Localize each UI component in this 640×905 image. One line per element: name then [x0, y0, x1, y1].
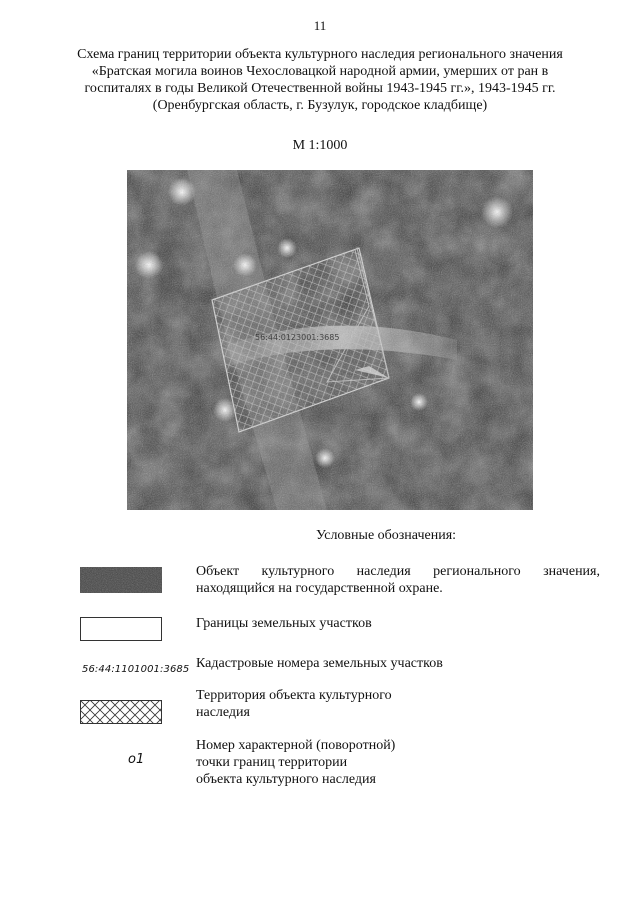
- title-line-3: госпиталях в годы Великой Отечественной войны 1943-1945 гг.», 1943-1945 гг.: [84, 81, 556, 96]
- photo-grain: [127, 170, 533, 510]
- legend-label-cadastral-number: Кадастровые номера земельных участков: [196, 656, 443, 671]
- legend-symbol-cadastral-number: 56:44:1101001:3685: [82, 664, 190, 675]
- title-line-2: «Братская могила воинов Чехословацкой народной армии, умерших от ран в: [91, 64, 549, 79]
- legend-symbol-heritage-object: [80, 567, 162, 593]
- page-number: 11: [313, 18, 327, 33]
- map-scale: М 1:1000: [292, 138, 348, 153]
- legend-title: Условные обозначения:: [316, 528, 457, 543]
- legend-label-point-number: Номер характерной (поворотной) точки границ территории объекта культурного наследия: [196, 738, 396, 787]
- aerial-map-image: [127, 170, 533, 510]
- legend-label-heritage-object: Объект культурного наследия регионального значения, находящийся на государственной охране.: [196, 564, 600, 596]
- document-title: [40, 46, 600, 114]
- legend-symbol-heritage-territory: [80, 700, 162, 724]
- title-line-1: Схема границ территории объекта культурного наследия регионального значения: [77, 47, 563, 62]
- legend-symbol-point-number: о1: [128, 752, 145, 767]
- legend-label-parcel-boundary: Границы земельных участков: [196, 616, 372, 631]
- aerial-map: [127, 170, 533, 510]
- title-line-4: (Оренбургская область, г. Бузулук, городское кладбище): [152, 98, 488, 113]
- legend-symbol-parcel-boundary: [80, 617, 162, 641]
- legend-label-heritage-territory: Территория объекта культурного наследия: [196, 688, 392, 720]
